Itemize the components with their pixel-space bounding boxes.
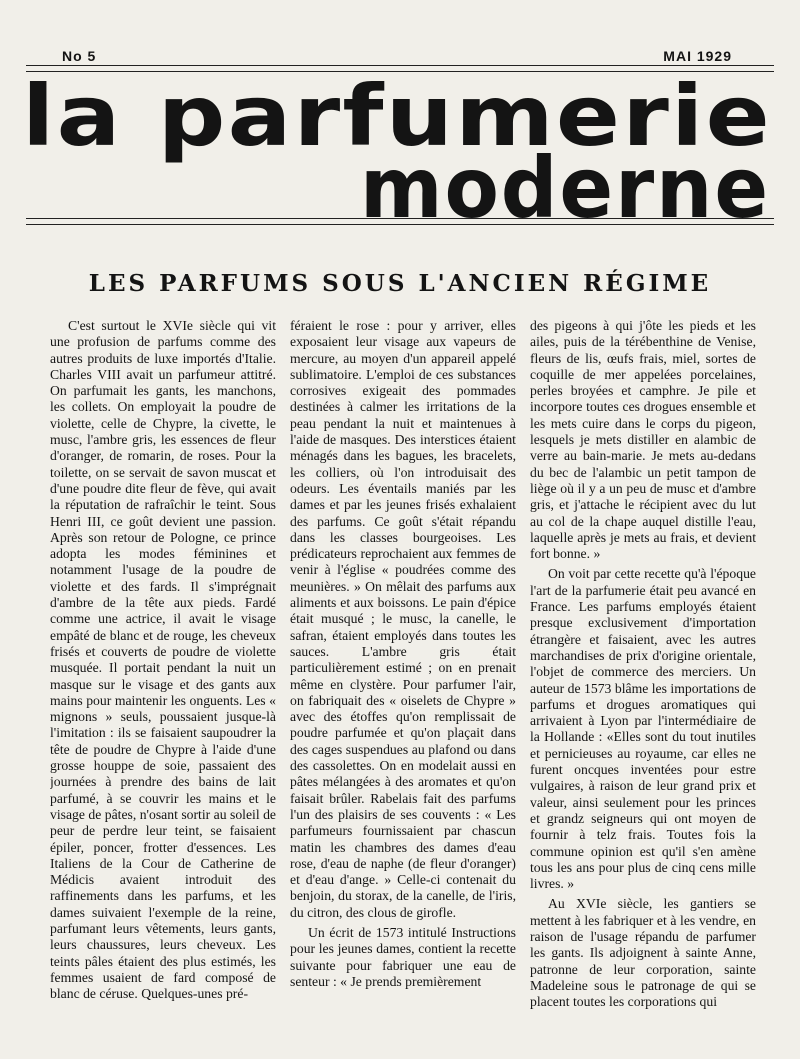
article-title: LES PARFUMS SOUS L'ANCIEN RÉGIME xyxy=(88,270,712,297)
paragraph: On voit par cette recette qu'à l'époque l'art de la parfumerie était peu avancé en France. Les parfums employés étaient presque exclusivement d'importation étrangère et faisaient, avec les autres marchandises de prix d'origine orientale, l'objet de commerce des merciers. Un auteur de 1573 blâme les importations de parfums et drogues aromatiques qui arrivaient à Lyon par l'intermédiaire de la Hollande : «Elles sont du tout inutiles et pernicieuses au royaume, car elles ne furent oncques inventées pour estre vulgaires, à raison de leur grand prix et valeur, ainsi seulement pour les princes et grandz seigneurs qui ont moyen de fournir à telz frais. Toutes fois la commune opinion est qu'il s'en amène tous les ans pour plus de cinq cens mille livres. » xyxy=(530,566,756,892)
masthead-line-2: moderne xyxy=(360,139,770,237)
article-body xyxy=(50,318,756,1038)
column-2 xyxy=(290,318,516,1038)
paragraph: Un écrit de 1573 intitulé Instructions pour les jeunes dames, contient la recette suivante pour fabriquer une eau de senteur : « Je prends premièrement xyxy=(290,924,516,989)
masthead-rule-2 xyxy=(26,224,774,225)
paragraph: des pigeons à qui j'ôte les pieds et les ailes, puis de la térébenthine de Venise, fleurs de lis, œufs frais, miel, sortes de coquille de mer appelées porcelaines, perles broyées et camphre. Je pile et incorpore toutes ces drogues ensemble et les mets cuire dans le corps du pigeon, lesquels je mets distiller en alambic de verre au bain-marie. Je mets au-dedans du bec de l'alambic un petit tampon de liège où il y a un peu de musc et d'ambre gris, et j'attache le récipient avec du lut au col de la chape auquel distille l'eau, laquelle après je mets au frais, et devient fort bonne. » xyxy=(530,318,756,562)
masthead-line-1: la parfumerie xyxy=(22,67,772,165)
paragraph: Au XVIe siècle, les gantiers se mettent à les fabriquer et à les vendre, en raison de l'usage répandu de parfumer les gants. Ils adjoignent à sainte Anne, patronne de leur corporation, sainte Madeleine sous le patronage de qui se placent toutes les corporations qui xyxy=(530,896,756,1010)
top-rule xyxy=(26,65,774,66)
issue-date: MAI 1929 xyxy=(663,48,732,64)
masthead-rule xyxy=(26,218,774,219)
column-1 xyxy=(50,318,276,1038)
paragraph: C'est surtout le XVIe siècle qui vit une profusion de parfums comme des autres produits de luxe importés d'Italie. Charles VIII avait un parfumeur attitré. On parfumait les gants, les manchons, les collets. On employait la poudre de violette, celle de Chypre, la civette, le musc, l'ambre gris, les essences de fleur d'oranger, de romarin, de roses. Pour la toilette, on se servait de savon muscat et d'une poudre dite fleur de fève, qui avait la réputation de rafraîchir le teint. Sous Henri III, ce goût devient une passion. Après son retour de Pologne, ce prince adopta les modes féminines et notamment l'usage de la poudre de violette et des fards. Il s'imprégnait d'ambre de la tête aux pieds. Fardé comme une actrice, il avait le visage empâté de blanc et de rouge, les cheveux frisés et couverts de poudre de violette musquée. Il portait pendant la nuit un masque sur le visage et des gants aux mains pour maintenir les onguents. Les « mignons » seuls, poussaient jusque-là l'imitation : ils se faisaient saupoudrer la tête de poudre de Chypre à l'aide d'une grosse houppe de soie, passaient des journées à prendre des bains de lait parfumé, à se couvrir les mains et le visage de pâtes, n'osant sortir au soleil de peur de perdre leur teint, se faisaient épiler, poncer, frotter d'essences. Les Italiens de la Cour de Catherine de Médicis avaient introduit des raffinements dans les parfums, et les dames suivaient l'exemple de la reine, parfumant leurs vêtements, leurs gants, leurs chaussures, leurs cheveux. Les teints pâles étaient des plus estimés, les femmes usaient de fard composé de blanc de céruse. Quelques-unes pré- xyxy=(50,318,276,1002)
paragraph: féraient le rose : pour y arriver, elles exposaient leur visage aux vapeurs de mercure, au moyen d'un appareil appelé sublimatoire. L'emploi de ces substances corrosives exigeait des pommades destinées à calmer les irritations de la peau pendant la nuit et maintenues à l'aide de masques. Des interstices étaient ménagés dans les bagues, les bracelets, les colliers, où l'on introduisait des odeurs. Les éventails maniés par les dames et par les jeunes frisés exhalaient des parfums. Ce goût s'était répandu dans les classes bourgeoises. Les prédicateurs reprochaient aux femmes de venir à l'église « poudrées comme des meunières. » On mêlait des parfums aux aliments et aux boissons. Le pain d'épice était musqué ; le musc, la canelle, le safran, étaient employés dans toutes les sauces. L'ambre gris était particulièrement estimé ; on en prenait même en clystère. Pour parfumer l'air, on fabriquait des « oiselets de Chypre » avec des étoffes qu'on remplissait de poudre parfumée et qu'on plaçait dans des cages suspendues au plafond ou dans des cassolettes. On en modelait aussi en pâtes mélangées à des aromates et qu'on faisait brûler. Rabelais fait des parfums l'un des plaisirs de ses couvents : « Les parfumeurs fournissaient par chascun matin les chambres des dames d'eau rose, d'eau de naphe (de fleur d'oranger) et d'eau d'ange. » Celle-ci contenait du benjoin, du storax, de la canelle, de l'iris, du citron, des clous de girofle. xyxy=(290,318,516,920)
issue-number: No 5 xyxy=(62,48,97,64)
column-3 xyxy=(530,318,756,1038)
